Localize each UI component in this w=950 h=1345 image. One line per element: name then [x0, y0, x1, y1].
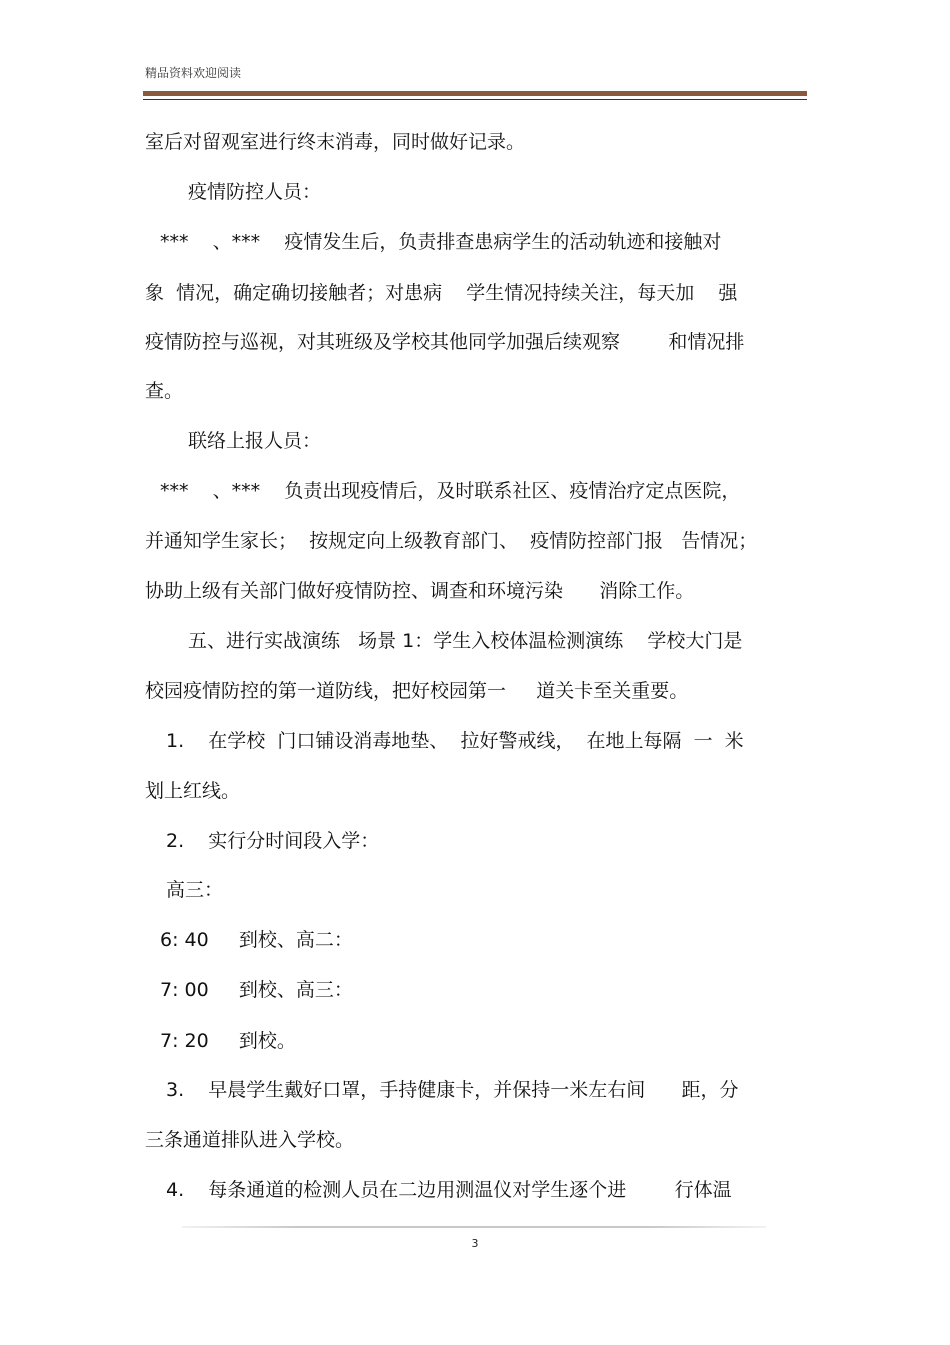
body-line: 并通知学生家长； 按规定向上级教育部门、 疫情防控部门报 告情况；: [145, 530, 758, 552]
body-line: 三条通道排队进入学校。: [145, 1129, 355, 1151]
body-line: 协助上级有关部门做好疫情防控、调查和环境污染 消除工作。: [145, 580, 695, 602]
body-line: 查。: [145, 380, 184, 402]
body-line: 室后对留观室进行终末消毒，同时做好记录。: [145, 131, 526, 153]
body-line: 象 情况，确定确切接触者；对患病 学生情况持续关注，每天加 强: [145, 282, 738, 304]
section-heading: 联络上报人员：: [188, 430, 322, 452]
body-line: 校园疫情防控的第一道防线，把好校园第一 道关卡至关重要。: [145, 680, 689, 702]
list-item: 3. 早晨学生戴好口罩，手持健康卡，并保持一米左右间 距，分: [166, 1079, 739, 1101]
schedule-line: 7: 20 到校。: [160, 1030, 296, 1052]
body-line: *** 、*** 疫情发生后，负责排查患病学生的活动轨迹和接触对: [160, 231, 722, 253]
schedule-line: 6: 40 到校、高二：: [160, 929, 353, 951]
body-line: 划上红线。: [145, 780, 241, 802]
footer-rule: [182, 1226, 766, 1228]
list-item: 4. 每条通道的检测人员在二边用测温仪对学生逐个进 行体温: [166, 1179, 732, 1201]
header-rule-thick: [143, 91, 807, 96]
list-item: 1. 在学校 门口铺设消毒地垫、 拉好警戒线， 在地上每隔 一 米: [166, 730, 744, 752]
body-line: *** 、*** 负责出现疫情后，及时联系社区、疫情治疗定点医院，: [160, 480, 741, 502]
body-line: 五、进行实战演练 场景 1：学生入校体温检测演练 学校大门是: [188, 630, 743, 652]
header-rule-thin: [143, 99, 807, 100]
section-heading: 疫情防控人员：: [188, 181, 322, 203]
header-title: 精品资料欢迎阅读: [145, 66, 242, 80]
list-item: 2. 实行分时间段入学：: [166, 830, 380, 852]
schedule-line: 高三：: [166, 879, 224, 901]
page-number: 3: [471, 1237, 479, 1250]
body-line: 疫情防控与巡视，对其班级及学校其他同学加强后续观察 和情况排: [145, 331, 745, 353]
schedule-line: 7: 00 到校、高三：: [160, 979, 353, 1001]
